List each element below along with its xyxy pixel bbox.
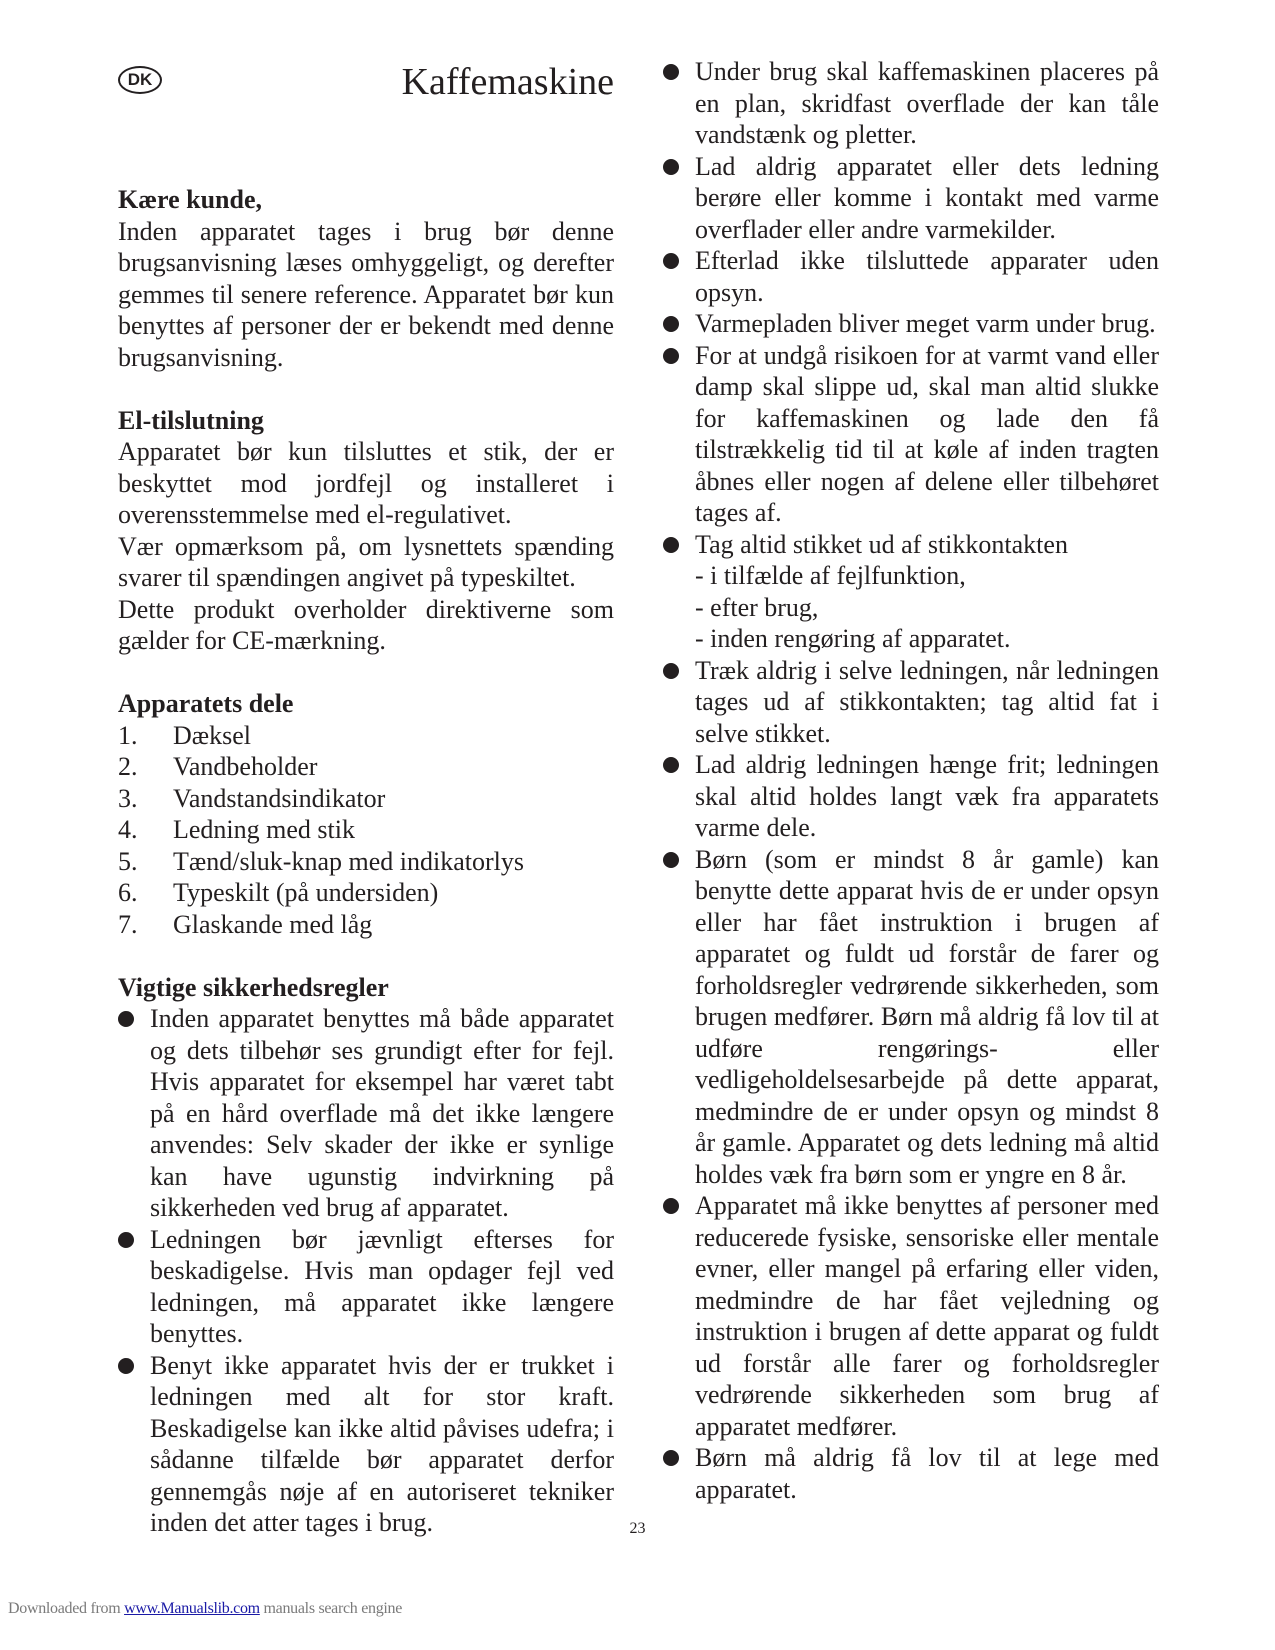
list-item: 4. Ledning med stik — [118, 815, 355, 844]
left-column — [118, 56, 614, 1539]
greeting: Kære kunde, — [118, 185, 262, 214]
unplug-text: Tag altid stikket ud af stikkontakten — [695, 529, 1068, 559]
bullet-icon — [663, 537, 679, 553]
list-item: Lad aldrig ledningen hænge frit; ledningen skal altid holdes langt væk fra apparatets varme dele. — [663, 749, 1159, 844]
bullet-icon — [663, 159, 679, 175]
safety-heading: Vigtige sikkerhedsregler — [118, 972, 389, 1002]
bullet-icon — [663, 1450, 679, 1466]
bullet-icon — [663, 253, 679, 269]
list-item: Benyt ikke apparatet hvis der er trukket i ledningen med alt for stor kraft. Beskadigelse kan ikke altid påvises udefra; i sådanne tilfælde bør apparatet derfor gennemgås nøje af en autoriseret tekniker inden det atter tages i brug. — [118, 1350, 614, 1539]
page-number: 23 — [629, 1520, 646, 1537]
electrical-paragraph-2: Vær opmærksom på, om lysnettets spænding svarer til spændingen angivet på typeskiltet. — [118, 531, 614, 592]
list-item: 3. Vandstandsindikator — [118, 783, 386, 813]
list-item: Varmepladen bliver meget varm under brug. — [663, 308, 1159, 340]
page-title: Kaffemaskine — [401, 61, 614, 103]
list-item: Efterlad ikke tilsluttede apparater uden opsyn. — [663, 245, 1159, 308]
footer-prefix: Downloaded from — [8, 1600, 125, 1617]
list-item: 1. Dæksel — [118, 720, 251, 750]
bullet-icon — [663, 64, 679, 80]
sub-list-item: - inden rengøring af apparatet. — [695, 624, 1011, 653]
parts-heading: Apparatets dele — [118, 689, 294, 718]
bullet-icon — [663, 316, 679, 332]
unplug-sub-list — [695, 560, 1159, 655]
right-column — [663, 56, 1159, 1505]
footer-suffix: manuals search engine — [259, 1600, 403, 1617]
list-item: Børn (som er mindst 8 år gamle) kan benytte dette apparat hvis de er under opsyn eller har fået instruktion i brugen af apparatet og fuldt ud forstår de farer og forholdsregler vedrørende sikkerheden, som brugen medfører. Børn må aldrig få lov til at udføre rengørings- eller vedligeholdelsesarbejde på dette apparat, medmindre de er under opsyn og mindst 8 år gamle. Apparatet og dets ledning må altid holdes væk fra børn som er yngre en 8 år. — [663, 844, 1159, 1191]
bullet-icon — [663, 663, 679, 679]
list-item: 6. Typeskilt (på undersiden) — [118, 878, 439, 907]
bullet-icon — [663, 852, 679, 868]
language-badge: DK — [118, 66, 162, 94]
safety-list-right — [663, 56, 1159, 1505]
electrical-paragraph-1: Apparatet bør kun tilsluttes et stik, der er beskyttet mod jordfejl og installeret i overensstemmelse med el-regulativet. — [118, 437, 614, 529]
bullet-icon — [118, 1232, 134, 1248]
bullet-icon — [663, 757, 679, 773]
list-item — [663, 529, 1159, 655]
bullet-icon — [118, 1358, 134, 1374]
footer — [8, 1600, 402, 1618]
footer-link[interactable]: www.Manualslib.com — [124, 1600, 260, 1617]
bullet-icon — [663, 1198, 679, 1214]
bullet-icon — [118, 1011, 134, 1027]
sub-list-item: - i tilfælde af fejlfunktion, — [695, 561, 966, 590]
intro-paragraph: Inden apparatet tages i brug bør denne brugsanvisning læses omhyggeligt, og derefter gemmes til senere reference. Apparatet bør kun benyttes af personer der er bekendt med denne brugsanvisning. — [118, 216, 614, 372]
safety-list-left — [118, 1003, 614, 1539]
list-item: Lad aldrig apparatet eller dets ledning berøre eller komme i kontakt med varme overflader eller andre varmekilder. — [663, 151, 1159, 246]
parts-list — [118, 720, 614, 941]
list-item: 5. Tænd/sluk-knap med indikatorlys — [118, 846, 524, 876]
bullet-icon — [663, 348, 679, 364]
list-item: Træk aldrig i selve ledningen, når ledningen tages ud af stikkontakten; tag altid fat i selve stikket. — [663, 655, 1159, 750]
list-item: Under brug skal kaffemaskinen placeres på en plan, skridfast overflade der kan tåle vandstænk og pletter. — [663, 56, 1159, 151]
list-item: 7. Glaskande med låg — [118, 909, 373, 939]
list-item: 2. Vandbeholder — [118, 752, 318, 781]
sub-list-item: - efter brug, — [695, 592, 819, 622]
list-item: Apparatet må ikke benyttes af personer med reducerede fysiske, sensoriske eller mentale evner, eller mangel på erfaring eller viden, medmindre de har fået vejledning og instruktion i brugen af dette apparat og fuldt ud forstår alle farer og forholdsregler vedrørende sikkerheden som brug af apparatet medfører. — [663, 1190, 1159, 1442]
list-item: For at undgå risikoen for at varmt vand eller damp skal slippe ud, skal man altid slukke for kaffemaskinen og lade den få tilstrækkelig tid til at køle af inden tragten åbnes eller nogen af delene eller tilbehøret tages af. — [663, 340, 1159, 529]
list-item: Inden apparatet benyttes må både apparatet og dets tilbehør ses grundigt efter for fejl. Hvis apparatet for eksempel har været tabt på en hård overflade må det ikke længere anvendes: Selv skader der ikke er synlige kan have ugunstig indvirkning på sikkerheden ved brug af apparatet. — [118, 1003, 614, 1224]
list-item: Ledningen bør jævnligt efterses for beskadigelse. Hvis man opdager fejl ved ledningen, må apparatet ikke længere benyttes. — [118, 1224, 614, 1350]
electrical-paragraph-3: Dette produkt overholder direktiverne som gælder for CE-mærkning. — [118, 594, 614, 655]
electrical-heading: El-tilslutning — [118, 405, 264, 435]
title-spacer — [118, 56, 614, 184]
list-item: Børn må aldrig få lov til at lege med apparatet. — [663, 1442, 1159, 1505]
